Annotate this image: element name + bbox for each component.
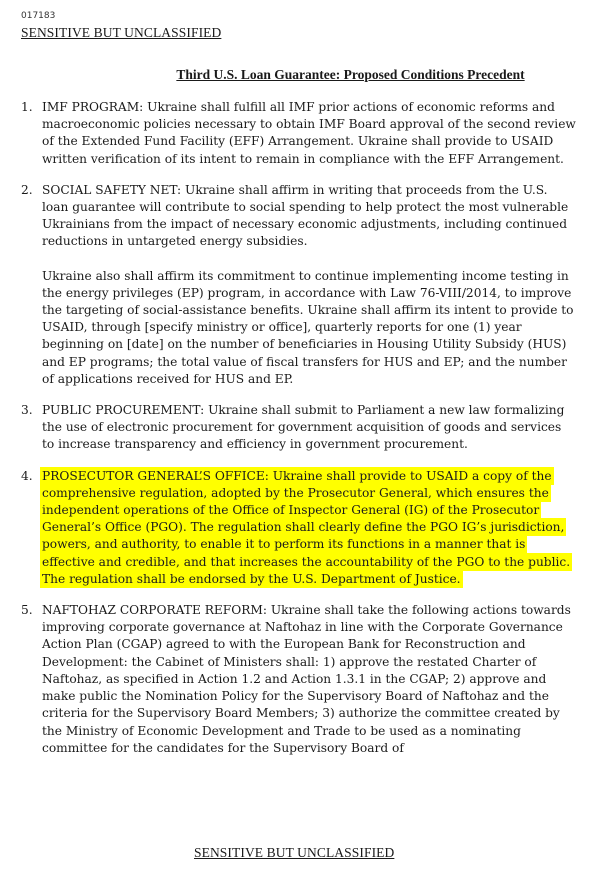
classification-footer: SENSITIVE BUT UNCLASSIFIED — [194, 845, 395, 860]
condition-item-naftohaz-corporate-reform — [21, 602, 577, 757]
item-heading: SOCIAL SAFETY NET: — [42, 182, 182, 197]
item-text: Ukraine shall submit to Parliament a new law formalizing the use of electronic procurement for government acquisition of goods and services to increase transparency and efficiency in government procurement. — [42, 403, 565, 452]
item-paragraph — [42, 402, 577, 454]
document-title: Third U.S. Loan Guarantee: Proposed Conditions Precedent — [176, 67, 525, 82]
item-heading: PROSECUTOR GENERAL’S OFFICE: — [42, 468, 269, 483]
item-number: 5. — [21, 603, 33, 618]
item-heading: IMF PROGRAM: — [42, 100, 144, 114]
condition-item-imf-program — [21, 99, 577, 168]
item-paragraph — [42, 268, 577, 388]
item-text: Ukraine shall take the following actions towards improving corporate governance at Naftohaz in line with the Corporate Governance Action Plan (CGAP) agreed to with the European Bank for Reconstruction and Development: the Cabinet of Ministers shall: 1) approve the restated Charter of Naftohaz, as specified in Action 1.2 and Action 1.3.1 in the CGAP; 2) approve and make public the Nomination Policy for the Supervisory Board of Naftohaz and the criteria for the Supervisory Board Members; 3) authorize the committee created by the Ministry of Economic Development and Trade to be used as a nominating committee for the candidates for the Supervisory Board of — [42, 603, 571, 755]
item-paragraph-highlighted — [42, 468, 577, 588]
item-number: 2. — [21, 182, 33, 197]
item-paragraph — [42, 602, 577, 757]
condition-item-prosecutor-general-office — [21, 468, 577, 588]
item-number: 4. — [21, 468, 33, 483]
item-number: 3. — [21, 403, 33, 418]
document-id: 017183 — [21, 11, 56, 21]
item-paragraph — [42, 182, 577, 251]
classification-header: SENSITIVE BUT UNCLASSIFIED — [21, 25, 222, 40]
item-number: 1. — [21, 100, 33, 114]
conditions-list — [21, 99, 577, 771]
item-text: Ukraine shall fulfill all IMF prior actions of economic reforms and macroeconomic policies necessary to obtain IMF Board approval of the second review of the Extended Fund Facility (EFF) Arrangement. Ukraine shall provide to USAID written verification of its intent to remain in compliance with the EFF Arrangement. — [42, 100, 576, 166]
item-text: Ukraine shall provide to USAID a copy of the comprehensive regulation, adopted by the Prosecutor General, which ensures the independent operations of the Office of Inspector General (IG) of the Prosecutor General’s Office (PGO). The regulation shall clearly define the PGO IG’s jurisdiction, powers, and authority, to enable it to perform its functions in a manner that is effective and credible, and that increases the accountability of the PGO to the public. The regulation shall be endorsed by the U.S. Department of Justice. — [42, 468, 571, 586]
item-text: Ukraine shall affirm in writing that proceeds from the U.S. loan guarantee will contribute to social spending to help protect the most vulnerable Ukrainians from the impact of necessary economic adjustments, including continued reductions in untargeted energy subsidies. — [42, 182, 569, 249]
item-text: Ukraine also shall affirm its commitment to continue implementing income testing in the energy privileges (EP) program, in accordance with Law 76-VIII/2014, to improve the targeting of social-assistance benefits. Ukraine shall affirm its intent to provide to USAID, through [specify ministry or office], quarterly reports for one (1) year beginning on [date] on the number of beneficiaries in Housing Utility Subsidy (HUS) and EP programs; the total value of fiscal transfers for HUS and EP; and the number of applications received for HUS and EP. — [42, 268, 574, 386]
item-heading: NAFTOHAZ CORPORATE REFORM: — [42, 603, 267, 618]
item-heading: PUBLIC PROCUREMENT: — [42, 403, 205, 418]
condition-item-social-safety-net — [21, 182, 577, 388]
condition-item-public-procurement — [21, 402, 577, 454]
item-paragraph — [42, 99, 577, 168]
